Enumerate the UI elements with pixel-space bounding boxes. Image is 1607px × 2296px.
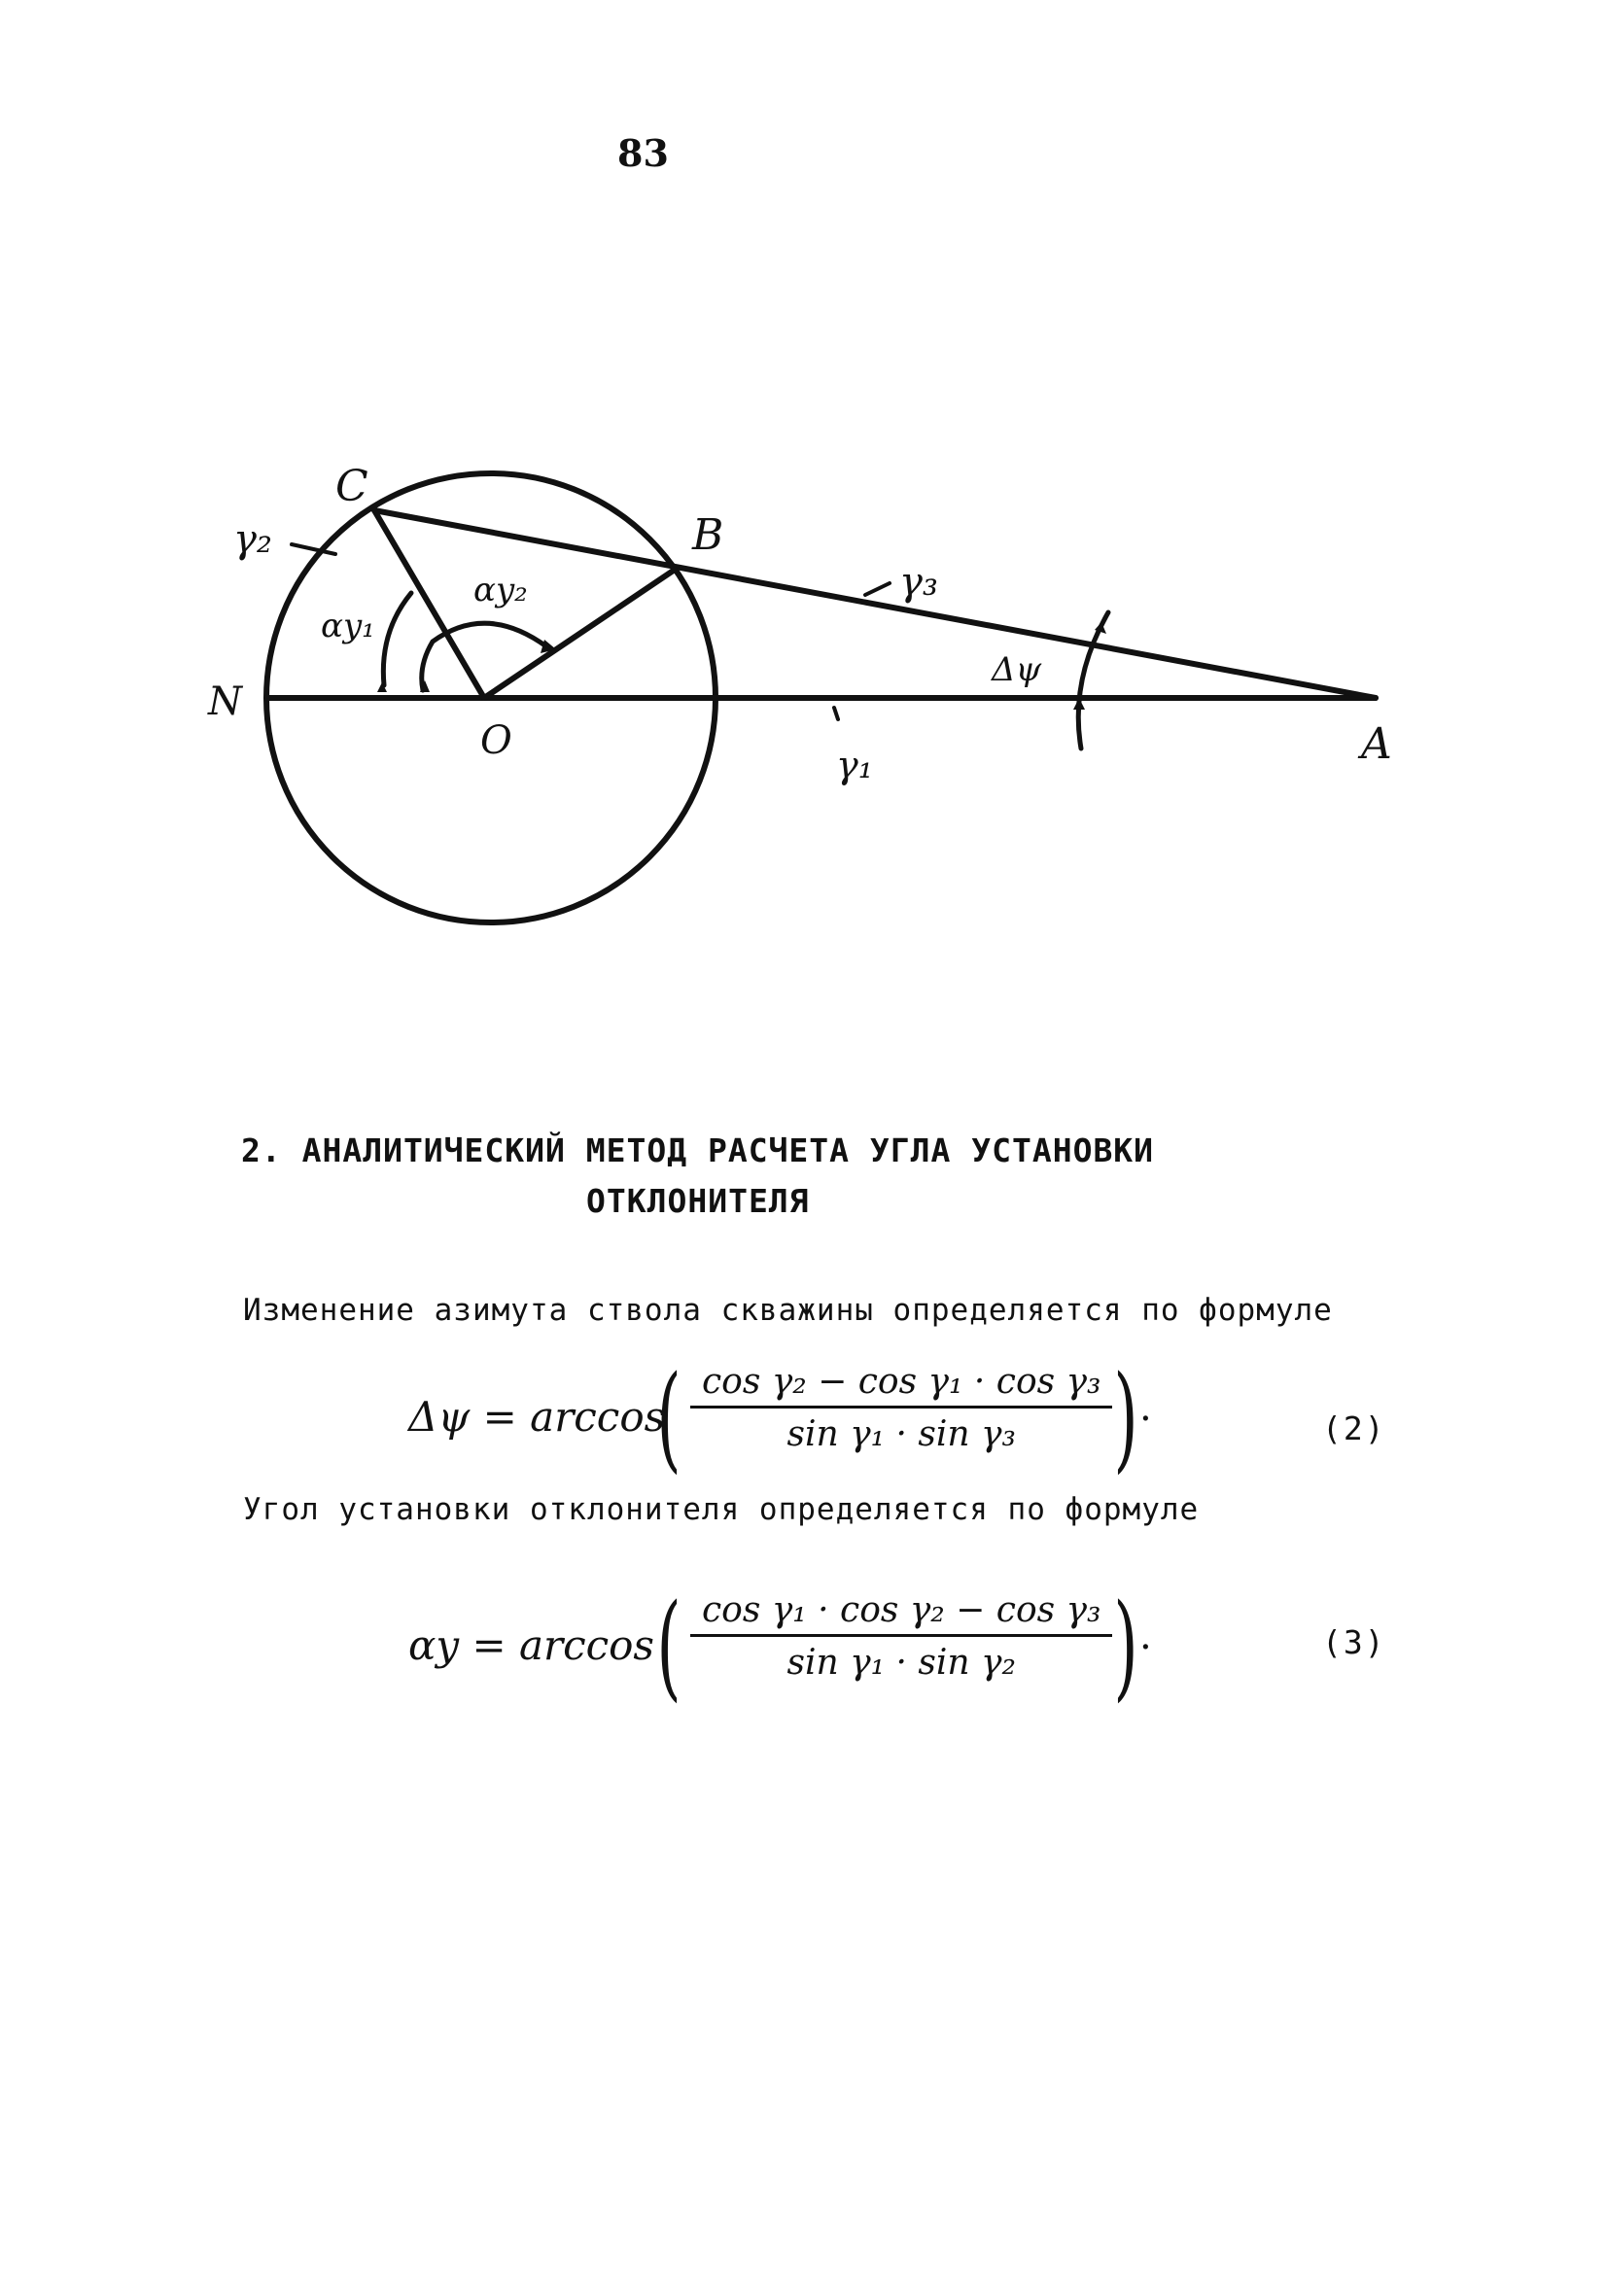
paragraph-azimuth: Изменение азимута ствола скважины определяется по формуле <box>243 1293 1333 1328</box>
label-b: B <box>692 510 724 560</box>
arc-alpha-y1 <box>383 593 411 685</box>
geometry-figure <box>0 0 1607 1021</box>
paragraph-setting-angle: Угол установки отклонителя определяется по формуле <box>243 1492 1200 1527</box>
formula-2-fraction <box>690 1362 1112 1454</box>
section-heading-line2: ОТКЛОНИТЕЛЯ <box>586 1182 810 1220</box>
label-a: A <box>1361 719 1392 769</box>
formula-3: αy = arccos ( $\frac{\text{cos γ₁ · cos γ₂ − cos γ₃}}{\text{sin γ₁ · sin γ₂}}$ ) . <box>408 1579 1152 1713</box>
formula-2-lhs: Δψ = arccos <box>408 1393 666 1441</box>
section-heading-line1: 2. АНАЛИТИЧЕСКИЙ МЕТОД РАСЧЕТА УГЛА УСТАНОВКИ <box>241 1131 1155 1169</box>
formula-3-fraction <box>690 1590 1112 1683</box>
label-o: O <box>480 718 512 763</box>
formula-3-denominator: sin γ₁ · sin γ₂ <box>786 1643 1016 1683</box>
formula-3-lhs: αy = arccos <box>408 1621 654 1669</box>
radius-o-c <box>374 510 484 698</box>
arc-alpha-y2 <box>422 623 546 690</box>
formula-2-numerator: cos γ₂ − cos γ₁ · cos γ₃ <box>690 1362 1112 1409</box>
section-heading <box>241 1126 1154 1227</box>
formula-2: Δψ = arccos ( $\frac{\text{cos γ₂ − cos γ₁ · cos γ₃}}{\text{sin γ₁ · sin γ₃}}$ ) . <box>408 1350 1152 1484</box>
page-number: 83 <box>617 131 669 175</box>
label-gamma2: γ₂ <box>233 517 272 562</box>
label-c: C <box>335 462 368 511</box>
label-gamma1: γ₁ <box>836 744 873 786</box>
label-delta-psi: Δψ <box>992 650 1042 689</box>
equation-number-2: (2) <box>1322 1409 1386 1447</box>
equation-number-3: (3) <box>1322 1623 1386 1661</box>
formula-2-denominator: sin γ₁ · sin γ₃ <box>786 1414 1016 1454</box>
formula-3-numerator: cos γ₁ · cos γ₂ − cos γ₃ <box>690 1590 1112 1637</box>
label-n: N <box>208 679 242 724</box>
label-gamma3: γ₃ <box>899 560 938 605</box>
label-alpha-y1: αy₁ <box>321 607 375 645</box>
label-alpha-y2: αy₂ <box>473 571 528 609</box>
